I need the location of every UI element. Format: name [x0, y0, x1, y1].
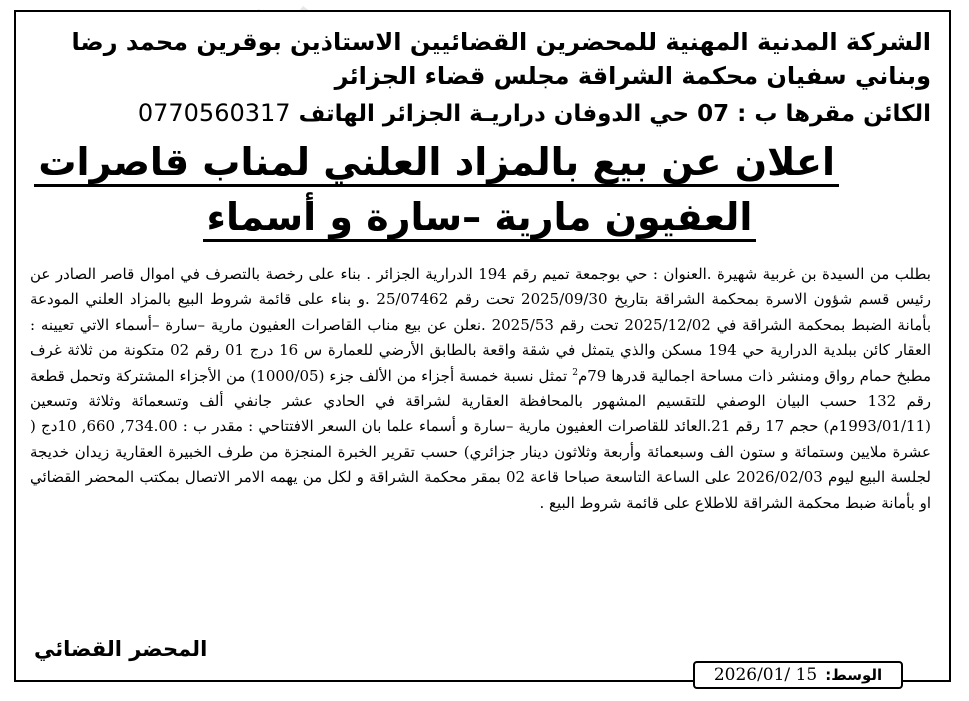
publication-date: 2026/01/ 15: [713, 665, 818, 685]
newspaper-name: الوسط:: [825, 666, 883, 684]
newspaper-footer-box: [693, 661, 903, 689]
signature-title: المحضر القضائي: [34, 637, 208, 661]
phone-number: 0770560317: [137, 99, 291, 127]
address-text: الكائن مقرها ب : 07 حي الدوفان دراريـة الجزائر الهاتف: [298, 101, 931, 127]
body-text-part2: تمثل نسبة خمسة أجزاء من الألف جزء (1000/05) من الأجزاء المشتركة وتحمل قطعة رقم 132 حسب البيان الوصفي للتقسيم المشهور بالمحافظة العقارية لشراقة في الحادي عشر جانفي ألف وتسعمائة وثلاثة وتسعين (1993/01/11م) حجم 17 رقم 21.العائد للقاصرات العفيون مارية –سارة و أسماء علما بان السعر الافتتاحي : مقدر ب : 734.00, 660, 10دج ( عشرة ملايين وستمائة و ستون الف وسبعمائة وأربعة وثلاثون دينار جزائري) حسب تقرير الخبرة المنجزة من طرف الخبيرة العقارية زيدان خديجة لجلسة البيع ليوم 2026/02/03 على الساعة التاسعة صباحا قاعة 02 بمقر محكمة الشراقة و لكل من يهمه الامر الاتصال بمكتب المحضر القضائي او بأمانة ضبط محكمة الشراقة للاطلاع على قائمة شروط البيع .: [30, 366, 932, 512]
notice-title-line2: [120, 195, 839, 239]
area-superscript: 2: [572, 367, 578, 378]
notice-body: [30, 262, 931, 516]
bailiff-names-court: وبناني سفيان محكمة الشراقة مجلس قضاء الجزائر: [334, 62, 931, 90]
title-text-2: العفيون مارية –سارة و أسماء: [203, 195, 757, 242]
notice-title-line1: [38, 140, 839, 184]
bailiff-firm-name: الشركة المدنية المهنية للمحضرين القضائيين الاستاذين بوقرين محمد رضا: [71, 28, 931, 56]
body-text-part1: بطلب من السيدة بن غربية شهيرة .العنوان : حي بوجمعة تميم رقم 194 الدرارية الجزائر . بناء على رخصة بالتصرف في اموال قاصر الصادر عن رئيس قسم شؤون الاسرة بمحكمة الشراقة بتاريخ 2025/09/30 تحت رقم 25/07462 .و بناء على قائمة شروط البيع بالمزاد العلني المودعة بأمانة الضبط بمحكمة الشراقة في 2025/12/02 تحت رقم 2025/53 .نعلن عن بيع مناب القاصرات العفيون مارية –سارة –أسماء الاتي تعيينه : العقار كائن ببلدية الدرارية حي 194 مسكن والذي يتمثل في شقة واقعة بالطابق الأرضي للعمارة س 16 درج 01 رقم 02 متكونة من ثلاثة غرف مطبخ حمام رواق ومنشر ذات مساحة اجمالية قدرها 79م: [30, 265, 931, 385]
title-text-1: اعلان عن بيع بالمزاد العلني لمناب قاصرات: [34, 140, 839, 187]
bailiff-address: [30, 99, 931, 128]
